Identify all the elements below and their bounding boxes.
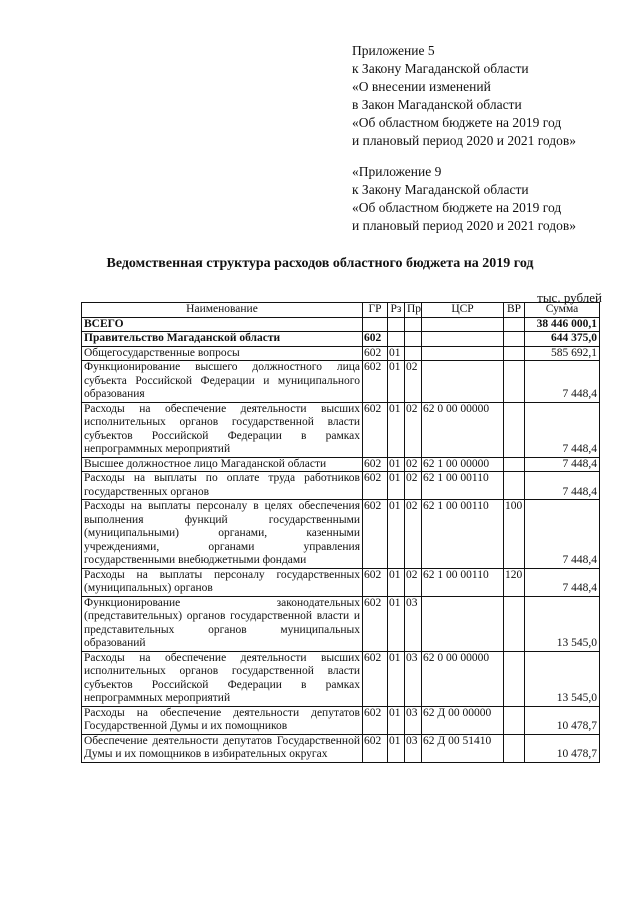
cell-vr (504, 361, 525, 403)
cell-vr (504, 596, 525, 651)
appendix5-line: Приложение 5 (352, 43, 435, 58)
table-row (82, 472, 600, 500)
cell-csr: 62 0 00 00000 (422, 402, 504, 457)
appendix9-line: к Закону Магаданской области (352, 182, 529, 197)
cell-csr (422, 361, 504, 403)
cell-gr: 602 (363, 472, 388, 500)
cell-csr: 62 1 00 00000 (422, 457, 504, 472)
cell-name: Функционирование законодательных (представительных) органов государственной власти и представительных органов муниципальных образований (82, 596, 363, 651)
table-row (82, 457, 600, 472)
cell-pr: 03 (405, 596, 422, 651)
cell-rz: 01 (388, 706, 405, 734)
units-label: тыс. рублей (537, 290, 602, 305)
cell-vr (504, 651, 525, 706)
cell-csr: 62 1 00 00110 (422, 568, 504, 596)
appendix9-line: «Об областном бюджете на 2019 год (352, 200, 562, 215)
appendix5-line: к Закону Магаданской области (352, 61, 529, 76)
cell-sum: 585 692,1 (525, 346, 600, 361)
cell-sum: 7 448,4 (525, 402, 600, 457)
cell-rz (388, 317, 405, 332)
cell-gr: 602 (363, 568, 388, 596)
header-vr: ВР (504, 303, 525, 318)
cell-pr: 02 (405, 457, 422, 472)
cell-vr (504, 706, 525, 734)
budget-table (81, 302, 600, 763)
cell-gr (363, 317, 388, 332)
table-row (82, 568, 600, 596)
cell-name: ВСЕГО (82, 317, 363, 332)
appendix9-line: «Приложение 9 (352, 164, 442, 179)
appendix5-line: «Об областном бюджете на 2019 год (352, 115, 562, 130)
appendix5-line: и плановый период 2020 и 2021 годов» (352, 133, 577, 148)
cell-rz: 01 (388, 361, 405, 403)
header-sum: Сумма (525, 303, 600, 318)
cell-name: Общегосударственные вопросы (82, 346, 363, 361)
cell-csr (422, 317, 504, 332)
cell-csr: 62 Д 00 00000 (422, 706, 504, 734)
document-title: Ведомственная структура расходов областного бюджета на 2019 год (106, 256, 534, 271)
cell-csr: 62 1 00 00110 (422, 472, 504, 500)
cell-sum: 7 448,4 (525, 472, 600, 500)
cell-rz: 01 (388, 457, 405, 472)
cell-sum: 38 446 000,1 (525, 317, 600, 332)
header-pr: Пр (405, 303, 422, 318)
cell-rz: 01 (388, 651, 405, 706)
cell-vr: 120 (504, 568, 525, 596)
cell-sum: 7 448,4 (525, 500, 600, 569)
cell-pr: 02 (405, 402, 422, 457)
cell-rz: 01 (388, 734, 405, 762)
cell-vr: 100 (504, 500, 525, 569)
cell-name: Расходы на выплаты по оплате труда работников государственных органов (82, 472, 363, 500)
cell-pr: 02 (405, 568, 422, 596)
table-row (82, 596, 600, 651)
appendix-5-block (352, 42, 576, 150)
cell-pr (405, 317, 422, 332)
table-header-row (82, 303, 600, 318)
cell-vr (504, 317, 525, 332)
cell-sum: 644 375,0 (525, 332, 600, 347)
cell-gr: 602 (363, 706, 388, 734)
cell-pr: 03 (405, 706, 422, 734)
cell-sum: 13 545,0 (525, 651, 600, 706)
cell-vr (504, 346, 525, 361)
table-row (82, 317, 600, 332)
table-row (82, 500, 600, 569)
cell-rz (388, 332, 405, 347)
cell-rz: 01 (388, 568, 405, 596)
cell-vr (504, 402, 525, 457)
cell-csr (422, 346, 504, 361)
cell-name: Расходы на выплаты персоналу в целях обеспечения выполнения функций государственными (муниципальными) органами, казенными учреждениями, органами управления государственными внебюджетными фондами (82, 500, 363, 569)
cell-pr: 02 (405, 361, 422, 403)
cell-pr: 03 (405, 734, 422, 762)
cell-rz: 01 (388, 500, 405, 569)
cell-name: Высшее должностное лицо Магаданской области (82, 457, 363, 472)
table-row (82, 402, 600, 457)
cell-sum: 10 478,7 (525, 706, 600, 734)
cell-rz: 01 (388, 346, 405, 361)
cell-pr: 03 (405, 651, 422, 706)
cell-sum: 7 448,4 (525, 361, 600, 403)
cell-gr: 602 (363, 500, 388, 569)
table-row (82, 706, 600, 734)
cell-sum: 7 448,4 (525, 457, 600, 472)
header-gr: ГР (363, 303, 388, 318)
appendix9-line: и плановый период 2020 и 2021 годов» (352, 218, 577, 233)
cell-csr (422, 596, 504, 651)
cell-pr (405, 332, 422, 347)
cell-gr: 602 (363, 651, 388, 706)
header-csr: ЦСР (422, 303, 504, 318)
cell-name: Расходы на обеспечение деятельности высших исполнительных органов государственной власти субъектов Российской Федерации в рамках непрограммных мероприятий (82, 651, 363, 706)
cell-sum: 7 448,4 (525, 568, 600, 596)
cell-vr (504, 734, 525, 762)
cell-csr: 62 0 00 00000 (422, 651, 504, 706)
appendix5-line: в Закон Магаданской области (352, 97, 522, 112)
cell-vr (504, 457, 525, 472)
cell-name: Обеспечение деятельности депутатов Государственной Думы и их помощников в избирательных округах (82, 734, 363, 762)
cell-gr: 602 (363, 402, 388, 457)
cell-vr (504, 332, 525, 347)
cell-gr: 602 (363, 596, 388, 651)
header-rz: Рз (388, 303, 405, 318)
cell-name: Расходы на обеспечение деятельности депутатов Государственной Думы и их помощников (82, 706, 363, 734)
appendix5-line: «О внесении изменений (352, 79, 491, 94)
cell-gr: 602 (363, 332, 388, 347)
table-row (82, 651, 600, 706)
appendix-9-block (352, 163, 576, 235)
cell-pr (405, 346, 422, 361)
cell-rz: 01 (388, 402, 405, 457)
cell-sum: 13 545,0 (525, 596, 600, 651)
table-row (82, 346, 600, 361)
table-row (82, 332, 600, 347)
table-row (82, 734, 600, 762)
cell-pr: 02 (405, 500, 422, 569)
cell-name: Функционирование высшего должностного лица субъекта Российской Федерации и муниципального образования (82, 361, 363, 403)
cell-rz: 01 (388, 472, 405, 500)
cell-csr: 62 Д 00 51410 (422, 734, 504, 762)
cell-csr: 62 1 00 00110 (422, 500, 504, 569)
cell-pr: 02 (405, 472, 422, 500)
cell-csr (422, 332, 504, 347)
cell-gr: 602 (363, 457, 388, 472)
cell-name: Расходы на выплаты персоналу государственных (муниципальных) органов (82, 568, 363, 596)
cell-vr (504, 472, 525, 500)
cell-gr: 602 (363, 734, 388, 762)
cell-gr: 602 (363, 361, 388, 403)
cell-sum: 10 478,7 (525, 734, 600, 762)
cell-name: Расходы на обеспечение деятельности высших исполнительных органов государственной власти субъектов Российской Федерации в рамках непрограммных мероприятий (82, 402, 363, 457)
cell-rz: 01 (388, 596, 405, 651)
table-row (82, 361, 600, 403)
cell-gr: 602 (363, 346, 388, 361)
header-name: Наименование (82, 303, 363, 318)
cell-name: Правительство Магаданской области (82, 332, 363, 347)
